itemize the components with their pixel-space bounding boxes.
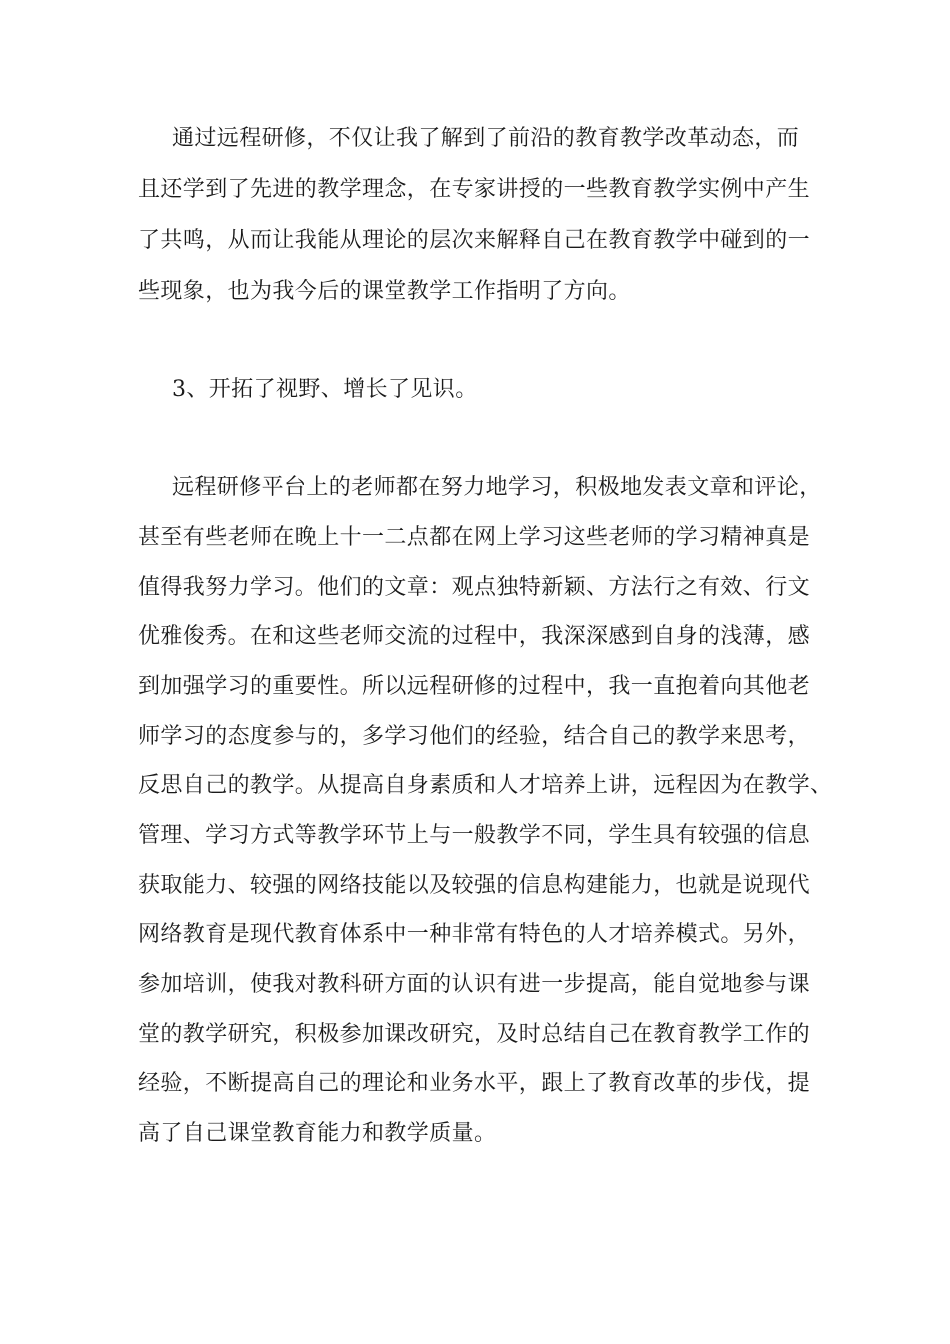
paragraph-3-line-3: 值得我努力学习。他们的文章：观点独特新颖、方法行之有效、行文 [138, 575, 811, 600]
paragraph-3-line-8: 管理、学习方式等教学环节上与一般教学不同，学生具有较强的信息 [138, 823, 811, 848]
paragraph-3-line-12: 堂的教学研究，积极参加课改研究，及时总结自己在教育教学工作的 [138, 1022, 811, 1047]
paragraph-3-line-4: 优雅俊秀。在和这些老师交流的过程中，我深深感到自身的浅薄，感 [138, 624, 811, 649]
paragraph-3-line-14: 高了自己课堂教育能力和教学质量。 [138, 1121, 497, 1146]
paragraph-1-line-2: 且还学到了先进的教学理念，在专家讲授的一些教育教学实例中产生 [138, 177, 811, 202]
paragraph-1-line-1: 通过远程研修，不仅让我了解到了前沿的教育教学改革动态，而 [172, 126, 800, 151]
paragraph-3-line-9: 获取能力、较强的网络技能以及较强的信息构建能力，也就是说现代 [138, 873, 811, 898]
paragraph-3-line-13: 经验，不断提高自己的理论和业务水平，跟上了教育改革的步伐，提 [138, 1071, 811, 1096]
paragraph-3-line-2: 甚至有些老师在晚上十一二点都在网上学习这些老师的学习精神真是 [138, 525, 811, 550]
paragraph-3-line-7: 反思自己的教学。从提高自身素质和人才培养上讲，远程因为在教学、 [138, 773, 833, 798]
paragraph-3-line-1: 远程研修平台上的老师都在努力地学习，积极地发表文章和评论， [172, 475, 822, 500]
paragraph-3-line-11: 参加培训，使我对教科研方面的认识有进一步提高，能自觉地参与课 [138, 972, 811, 997]
paragraph-3-line-5: 到加强学习的重要性。所以远程研修的过程中，我一直抱着向其他老 [138, 674, 811, 699]
paragraph-3-line-10: 网络教育是现代教育体系中一种非常有特色的人才培养模式。另外， [138, 922, 811, 947]
paragraph-1-line-4: 些现象，也为我今后的课堂教学工作指明了方向。 [138, 279, 631, 304]
paragraph-1-line-3: 了共鸣，从而让我能从理论的层次来解释自己在教育教学中碰到的一 [138, 228, 811, 253]
paragraph-3-line-6: 师学习的态度参与的，多学习他们的经验，结合自己的教学来思考， [138, 724, 811, 749]
section-heading: 3、开拓了视野、增长了见识。 [172, 377, 478, 402]
